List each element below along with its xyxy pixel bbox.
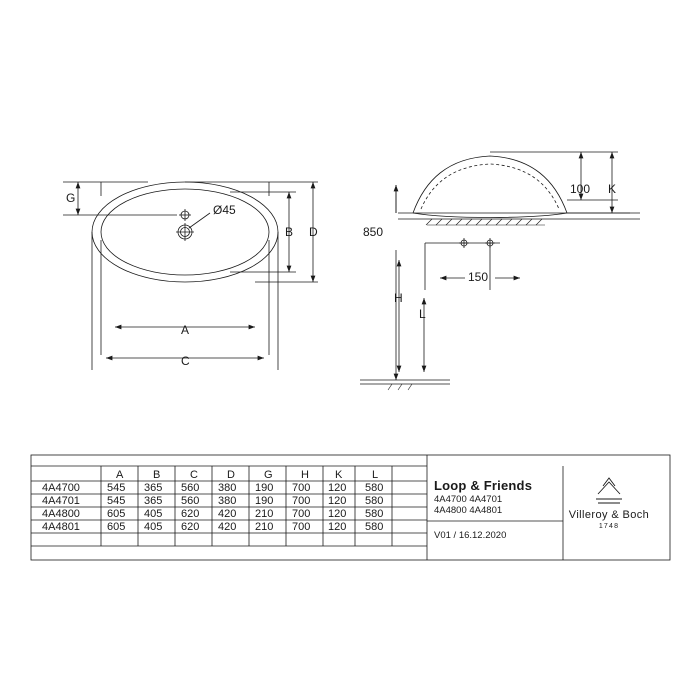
table-row-model: 4A4701	[42, 495, 80, 507]
floor-line	[360, 380, 450, 384]
label-G: G	[66, 191, 76, 205]
label-B: B	[285, 225, 294, 239]
brand-wordmark: Villeroy & Boch	[568, 509, 650, 521]
drain-leader-line	[189, 213, 210, 228]
table-cell: 405	[144, 508, 163, 520]
label-C: C	[181, 354, 190, 368]
table-header-cell: C	[190, 469, 198, 481]
countertop-hatch	[426, 219, 545, 225]
table-cell: 580	[365, 482, 384, 494]
label-A: A	[181, 323, 190, 337]
table-cell: 700	[292, 495, 311, 507]
label-L: L	[419, 307, 426, 321]
product-name: Loop & Friends	[434, 478, 533, 493]
floor-hatch	[388, 384, 412, 390]
dim-G	[63, 182, 177, 215]
table-header-cell: D	[227, 469, 235, 481]
table-cell: 605	[107, 508, 126, 520]
label-150: 150	[468, 270, 489, 284]
table-cell: 120	[328, 521, 347, 533]
table-cell: 365	[144, 482, 163, 494]
table-cell: 380	[218, 495, 237, 507]
table-cell: 580	[365, 521, 384, 533]
drain-symbol	[176, 223, 194, 241]
table-cell: 700	[292, 482, 311, 494]
table-header-cell: L	[372, 469, 379, 481]
table-cell: 420	[218, 508, 237, 520]
table-header-cell: A	[116, 469, 124, 481]
article-line-2: 4A4800 4A4801	[434, 505, 503, 516]
table-cell: 380	[218, 482, 237, 494]
label-diameter-45: Ø45	[213, 203, 236, 217]
table-cell: 560	[181, 482, 200, 494]
countertop-line	[398, 213, 640, 219]
villeroy-boch-mark	[596, 478, 622, 503]
label-K: K	[608, 182, 617, 196]
table-cell: 120	[328, 495, 347, 507]
table-row-model: 4A4801	[42, 521, 80, 533]
table-cell: 365	[144, 495, 163, 507]
article-line-1: 4A4700 4A4701	[434, 494, 503, 505]
table-header-cell: G	[264, 469, 273, 481]
label-850: 850	[363, 225, 384, 239]
table-cell: 620	[181, 508, 200, 520]
table-cell: 210	[255, 521, 274, 533]
table-cell: 405	[144, 521, 163, 533]
version-date: V01 / 16.12.2020	[434, 530, 507, 541]
table-row-model: 4A4800	[42, 508, 80, 520]
side-view-basin	[413, 156, 567, 218]
table-cell: 700	[292, 508, 311, 520]
table-cell: 580	[365, 508, 384, 520]
table-cell: 545	[107, 495, 126, 507]
tap-connections	[425, 238, 500, 290]
label-D: D	[309, 225, 318, 239]
table-cell: 120	[328, 508, 347, 520]
table-cell: 700	[292, 521, 311, 533]
table-cell: 420	[218, 521, 237, 533]
table-cell: 620	[181, 521, 200, 533]
table-header-cell: H	[301, 469, 309, 481]
table-cell: 560	[181, 495, 200, 507]
table-cell: 545	[107, 482, 126, 494]
table-row-model: 4A4700	[42, 482, 80, 494]
label-100: 100	[570, 182, 591, 196]
table-header-cell: B	[153, 469, 161, 481]
brand-year: 1748	[598, 523, 620, 530]
table-cell: 190	[255, 482, 274, 494]
table-cell: 580	[365, 495, 384, 507]
table-cell: 210	[255, 508, 274, 520]
label-H: H	[394, 291, 403, 305]
table-header-cell: K	[335, 469, 343, 481]
table-cell: 190	[255, 495, 274, 507]
table-cell: 120	[328, 482, 347, 494]
tap-hole-symbol	[179, 209, 191, 221]
table-cell: 605	[107, 521, 126, 533]
table-frame	[31, 455, 670, 560]
